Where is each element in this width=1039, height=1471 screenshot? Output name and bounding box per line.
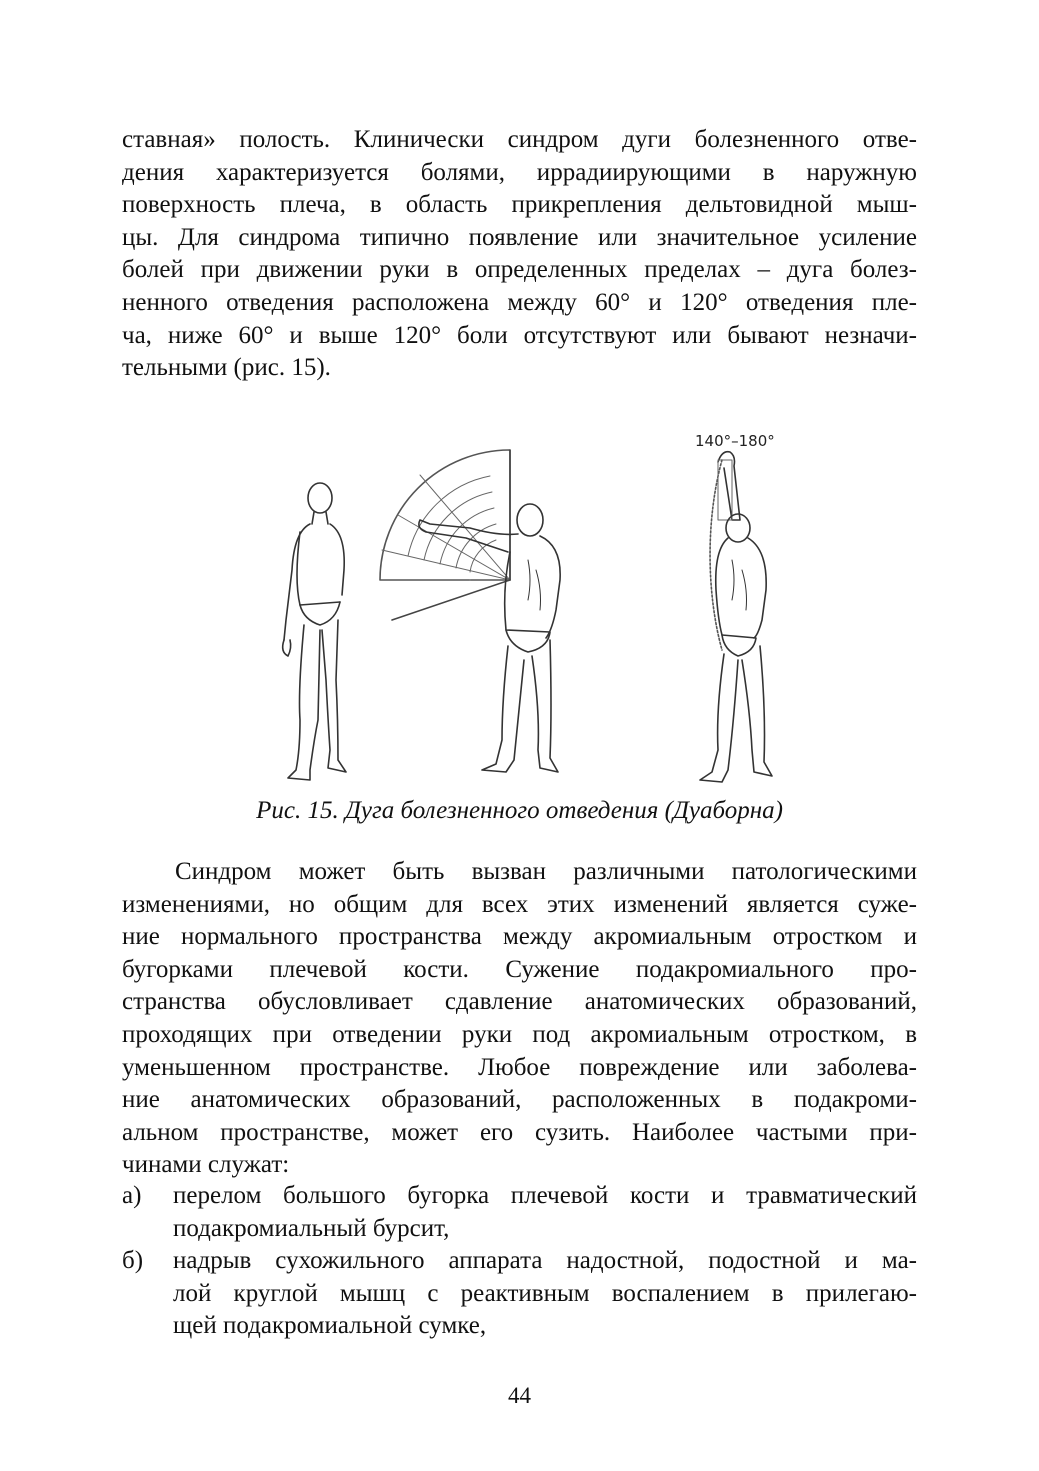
text-line: щей подакромиальной сумке, [173, 1312, 487, 1340]
text-line: подакромиальный бурсит, [173, 1214, 450, 1242]
figure-standing-side [283, 483, 346, 780]
figure-arm-raised [700, 452, 772, 782]
text-line: ненного отведения расположена между 60° и 120° отведения пле- [122, 288, 917, 316]
text-line: проходящих при отведении руки под акромиальным отростком, в [122, 1020, 917, 1048]
text-line: дения характеризуется болями, иррадиирующими в наружную [122, 158, 917, 186]
figure-caption: Рис. 15. Дуга болезненного отведения (Дуаборна) [256, 797, 783, 824]
text-line: бугорками плечевой кости. Сужение подакромиального про- [122, 955, 917, 983]
text-line: цы. Для синдрома типично появление или значительное усиление [122, 223, 917, 251]
text-line: лой круглой мышц с реактивным воспалением в прилегаю- [173, 1279, 917, 1307]
text-line: перелом большого бугорка плечевой кости и травматический [173, 1182, 917, 1209]
figure-arm-abducted [380, 450, 560, 772]
text-line: ставная» полость. Клинически синдром дуги болезненного отве- [122, 126, 917, 153]
text-line: тельными (рис. 15). [122, 354, 331, 382]
list-item [122, 1180, 917, 1245]
paragraph-2 [122, 856, 917, 1182]
list-marker: а) [122, 1182, 142, 1209]
figure-15-illustration [270, 420, 790, 796]
angle-label: 140°–180° [695, 432, 775, 450]
causes-list [122, 1180, 917, 1343]
page-number: 44 [508, 1383, 531, 1408]
text-line: ча, ниже 60° и выше 120° боли отсутствуют или бывают незначи- [122, 321, 917, 349]
text-line: чинами служат: [122, 1151, 290, 1179]
text-line: уменьшенном пространстве. Любое повреждение или заболева- [122, 1053, 917, 1081]
text-line: ние нормального пространства между акромиальным отростком и [122, 923, 917, 951]
paragraph-1 [122, 124, 917, 385]
text-line: странства обусловливает сдавление анатомических образований, [122, 988, 917, 1016]
text-line: надрыв сухожильного аппарата надостной, подостной и ма- [173, 1247, 917, 1275]
text-line: изменениями, но общим для всех этих изменений является суже- [122, 890, 917, 918]
text-line: ние анатомических образований, расположенных в подакроми- [122, 1086, 917, 1114]
text-line: болей при движении руки в определенных пределах – дуга болез- [122, 256, 917, 284]
list-marker: б) [122, 1247, 144, 1275]
text-line: альном пространстве, может его сузить. Наиболее частыми при- [122, 1118, 917, 1146]
text-line: Синдром может быть вызван различными патологическими [175, 858, 917, 885]
list-item [122, 1245, 917, 1343]
text-line: поверхность плеча, в область прикрепления дельтовидной мыш- [122, 191, 917, 219]
